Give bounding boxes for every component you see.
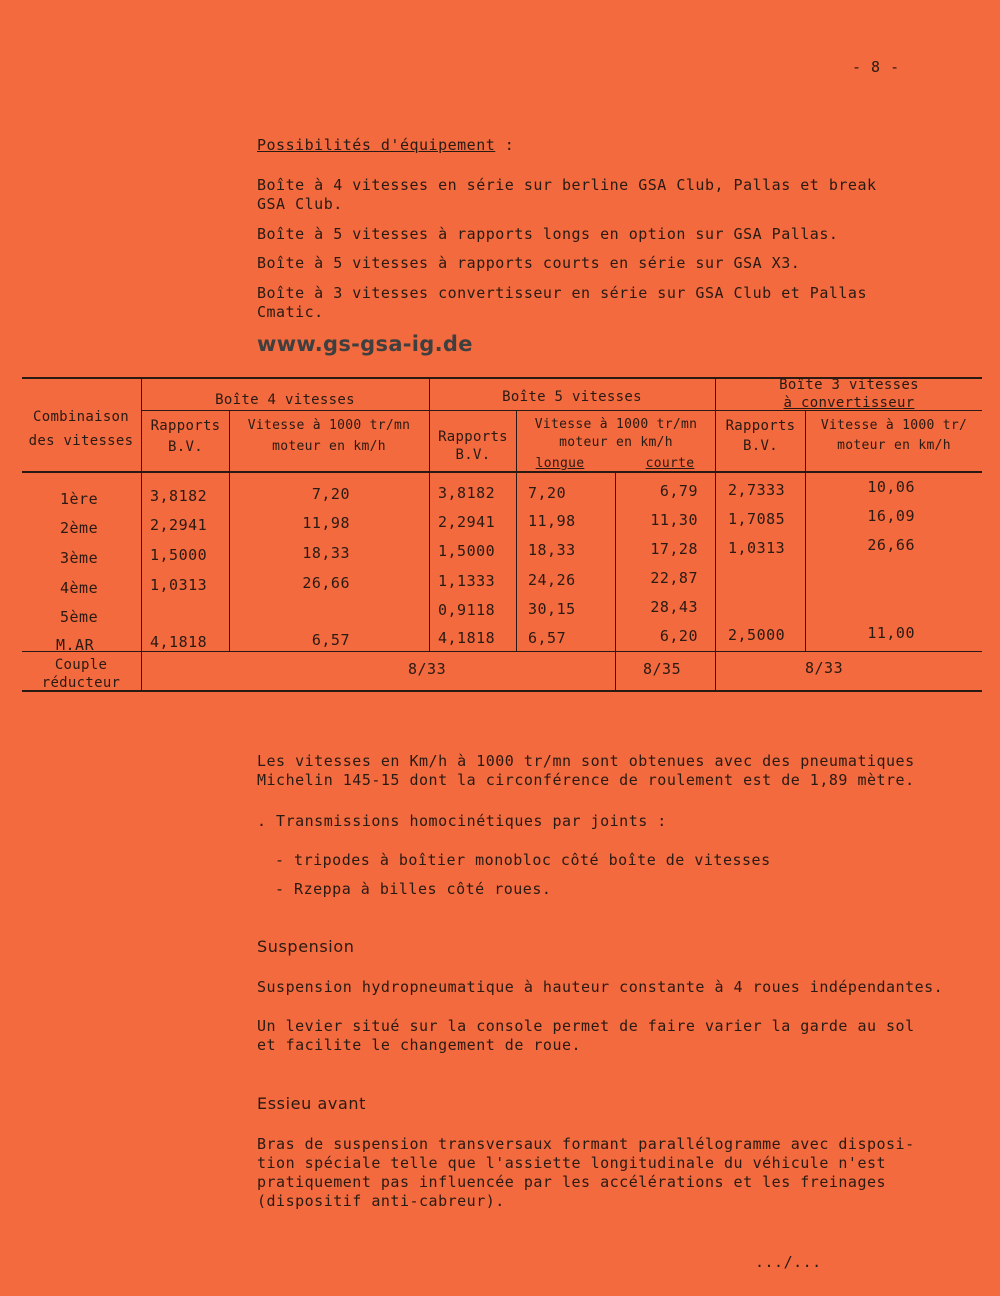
transmission-bullet: - Rzeppa à billes côté roues. <box>275 880 552 898</box>
b5-short-header: courte <box>645 456 695 471</box>
col-divider <box>429 378 430 652</box>
b4-ratio-header: Rapports B.V. <box>150 418 221 455</box>
b5-group-header: Boîte 5 vitesses <box>502 389 642 405</box>
equipment-line: Boîte à 4 vitesses en série sur berline GSA Club, Pallas et break GSA Club. <box>257 176 877 213</box>
continuation-mark: .../... <box>755 1253 822 1271</box>
page-number: - 8 - <box>852 58 900 76</box>
couple-value-b5: 8/35 <box>643 660 682 678</box>
table-bottom-rule <box>22 690 982 692</box>
front-axle-text: Bras de suspension transversaux formant parallélogramme avec disposi- tion spéciale telle que l'assiette longitudinale du véhicule n'est pratiquement pas influencée par les accélérations et les freinages (dispositif anti-cabreur). <box>257 1135 915 1210</box>
b4-group-header: Boîte 4 vitesses <box>215 392 355 408</box>
transmission-bullet: - tripodes à boîtier monobloc côté boîte de vitesses <box>275 851 771 869</box>
equipment-line: Boîte à 3 vitesses convertisseur en série sur GSA Club et Pallas Cmatic. <box>257 284 867 321</box>
b5-ratio-header: Rapports B.V. <box>438 429 508 463</box>
tyre-note: Les vitesses en Km/h à 1000 tr/mn sont obtenues avec des pneumatiques Michelin 145-15 dont la circonférence de roulement est de 1,89 mètre. <box>257 752 915 789</box>
equipment-line: Boîte à 5 vitesses à rapports longs en option sur GSA Pallas. <box>257 225 839 243</box>
equipment-title-suffix: : <box>495 136 515 154</box>
combinaison-header: Combinaison des vitesses <box>28 409 134 449</box>
b3-ratio-header: Rapports B.V. <box>725 418 796 454</box>
b5-long-header: longue <box>535 456 585 471</box>
gear-table: Combinaison des vitesses Boîte 4 vitesses Boîte 5 vitesses Boîte 3 vitesses à convertisseur Rapports B.V. Vitesse à 1000 tr/mn moteur en km/h Rapports B.V. Vitesse à 1000 tr/mn moteur en km/h longue courte Rapports B.V. Vitesse à 1000 tr/ moteur en km/h 1ère 3,8182 7,20 3,8182 7,20 6,79 2,7333 10,06 2ème 2,2941 11,98 2,2941 11,98 11,30 1,7085 16,09 3ème 1,5000 18,33 1,5000 18,33 17,28 1,0313 26,66 4ème 1,0313 26,66 1,1333 24,26 22,87 5ème 0,9118 30,15 28,43 M.AR 4,1818 6,57 4,1818 6,57 6,20 2,5000 11,00 Couple réducteur 8/33 8/35 8/33 <box>0 0 1000 700</box>
b4-speed-header: Vitesse à 1000 tr/mn moteur en km/h <box>247 418 411 454</box>
equipment-title: Possibilités d'équipement <box>257 136 496 154</box>
couple-label: Couple réducteur <box>41 657 121 691</box>
suspension-title: Suspension <box>257 937 355 956</box>
equipment-line: Boîte à 5 vitesses à rapports courts en série sur GSA X3. <box>257 254 801 272</box>
header-bottom-rule <box>22 471 982 473</box>
suspension-text: Suspension hydropneumatique à hauteur constante à 4 roues indépendantes. <box>257 978 944 996</box>
front-axle-title: Essieu avant <box>257 1094 366 1113</box>
watermark-link[interactable]: www.gs-gsa-ig.de <box>257 332 473 356</box>
col-divider <box>615 472 616 691</box>
b3-speed-header: Vitesse à 1000 tr/ moteur en km/h <box>820 418 968 453</box>
b5-speed-header: Vitesse à 1000 tr/mn moteur en km/h <box>534 417 698 450</box>
b3-group-header: Boîte 3 vitesses à convertisseur <box>779 377 919 411</box>
suspension-lever-text: Un levier situé sur la console permet de faire varier la garde au sol et facilite le changement de roue. <box>257 1017 915 1054</box>
couple-value-b3: 8/33 <box>805 659 844 677</box>
couple-value-b4: 8/33 <box>408 660 447 678</box>
transmissions-note: . Transmissions homocinétiques par joints : <box>257 812 667 830</box>
